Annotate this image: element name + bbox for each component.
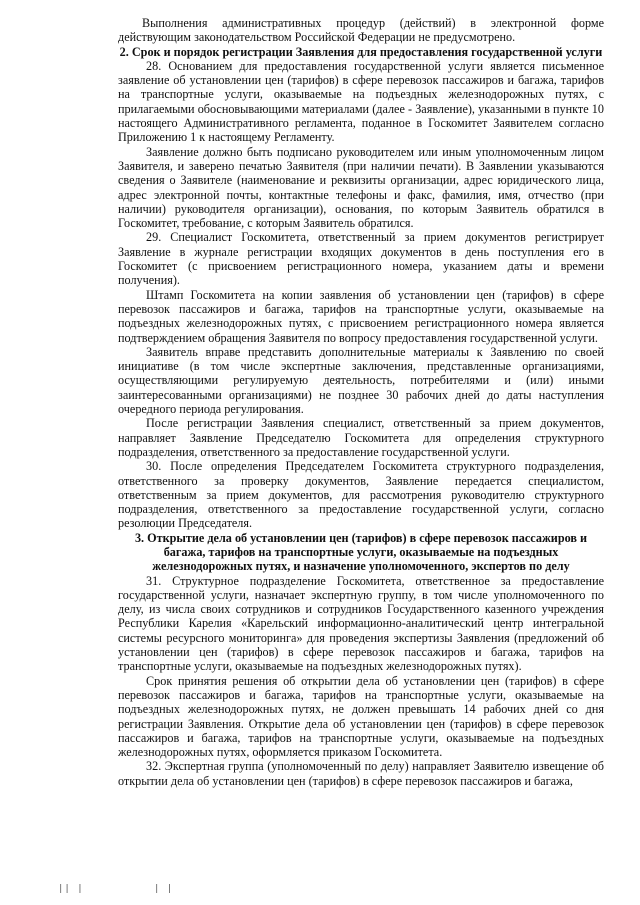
paragraph-32: 32. Экспертная группа (уполномоченный по делу) направляет Заявителю извещение об открытии дела об установлении цен (тарифов) в сфере перевозок пассажиров и багажа, — [118, 759, 604, 788]
paragraph-30: 30. После определения Председателем Госкомитета структурного подразделения, ответственного за проверку документов, Заявление передается специалистом, ответственным за прием документов, для рассмотрения руководителю структурного подразделения, ответственного за предоставление государственной услуги, согласно резолюции Председателя. — [118, 459, 604, 531]
paragraph-31: 31. Структурное подразделение Госкомитета, ответственное за предоставление государственной услуги, назначает экспертную группу, в том числе уполномоченного по делу, из числа своих сотрудников и сотрудников Государственного казенного учреждения Республики Карелия «Карельский информационно-аналитический центр интегральной системы ресурсного мониторинга» для проведения экспертизы Заявления (предложений об установлении цен (тарифов) в сфере перевозок пассажиров и багажа, тарифов на транспортные услуги, оказываемые на подъездных железнодорожных путях). — [118, 573, 604, 674]
paragraph-29: 29. Специалист Госкомитета, ответственный за прием документов регистрирует Заявление в журнале регистрации входящих документов в день поступления его в Госкомитет (с присвоением регистрационного номера, указанием даты и времени получения). — [118, 230, 604, 288]
footer-mark-right: | | — [154, 884, 174, 894]
paragraph-stamp: Штамп Госкомитета на копии заявления об установлении цен (тарифов) в сфере перевозок пассажиров и багажа, тарифов на транспортные услуги, оказываемые на подъездных железнодорожных путях, с присвоением регистрационного номера является подтверждением обращения Заявителя по вопросу предоставления государственной услуги. — [118, 287, 604, 345]
scan-footer-marks — [58, 884, 258, 898]
paragraph-additional-materials: Заявитель вправе представить дополнительные материалы к Заявлению по своей инициативе (в том числе экспертные заключения, представленные организациями, осуществляющими регулируемую деятельность, потребителями и (или) иными заинтересованными организациями) не позднее 30 рабочих дней до даты наступления очередного периода регулирования. — [118, 344, 604, 417]
paragraph-signature-requirements: Заявление должно быть подписано руководителем или иным уполномоченным лицом Заявителя, и заверено печатью Заявителя (при наличии печати). В Заявлении указываются сведения о Заявителе (наименование и реквизиты организации, адрес юридического лица, адрес электронной почты, контактные телефоны и факс, фамилия, имя, отчество (при наличии) руководителя организации), основания, по которым Заявитель обратился в Госкомитет, требование, с которым Заявитель обратился. — [118, 144, 604, 231]
paragraph-after-registration: После регистрации Заявления специалист, ответственный за прием документов, направляет Заявление Председателю Госкомитета для определения структурного подразделения, ответственного за предоставление государственной услуги. — [118, 416, 604, 459]
paragraph-decision-term: Срок принятия решения об открытии дела об установлении цен (тарифов) в сфере перевозок пассажиров и багажа, тарифов на транспортные услуги, оказываемые на подъездных железнодорожных путях, не должен превышать 14 рабочих дней со дня регистрации Заявления. Открытие дела об установлении цен (тарифов) в сфере перевозок пассажиров и багажа, тарифов на транспортные услуги, оказываемые на подъездных железнодорожных путях, оформляется приказом Госкомитета. — [118, 673, 604, 760]
footer-mark-left: || | — [58, 884, 84, 894]
section-heading-2: 2. Срок и порядок регистрации Заявления для предоставления государственной услуги — [119, 44, 603, 59]
document-body — [118, 16, 604, 788]
intro-paragraph: Выполнения административных процедур (действий) в электронной форме действующим законодательством Российской Федерации не предусмотрено. — [118, 16, 604, 45]
paragraph-28: 28. Основанием для предоставления государственной услуги является письменное заявление об установлении цен (тарифов) в сфере перевозок пассажиров и багажа, тарифов на транспортные услуги, оказываемые на подъездных железнодорожных путях, с прилагаемыми обосновывающими материалами (далее - Заявление), указанными в пункте 10 настоящего Административного регламента, поданное в Госкомитет Заявителем согласно Приложению 1 к настоящему Регламенту. — [118, 58, 604, 145]
section-heading-3: 3. Открытие дела об установлении цен (тарифов) в сфере перевозок пассажиров и багажа, тарифов на транспортные услуги, оказываемые на подъездных железнодорожных путях, и назначение уполномоченного, экспертов по делу — [134, 530, 588, 574]
